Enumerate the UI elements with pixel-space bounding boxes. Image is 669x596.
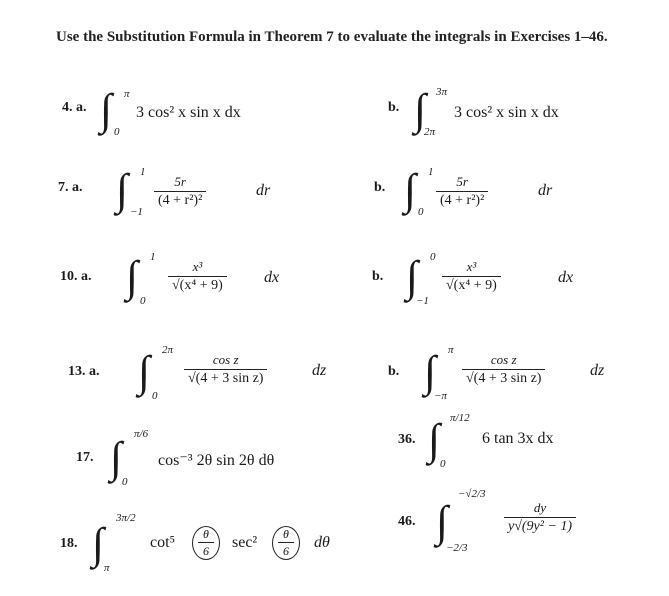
- fraction: [436, 174, 488, 209]
- differential: dr: [538, 182, 553, 199]
- theta-over-six-paren: [272, 526, 300, 560]
- integral-sign: ∫: [100, 85, 113, 134]
- problem-label: 4. a.: [62, 100, 87, 115]
- numerator: 5r: [456, 174, 468, 189]
- numerator: cos z: [212, 352, 239, 367]
- problem-label: 46.: [398, 514, 416, 529]
- denominator: √(4 + 3 sin z): [188, 371, 264, 386]
- theta: θ: [283, 527, 289, 541]
- problem-7b: [374, 160, 634, 224]
- problem-18: [60, 506, 380, 582]
- integral-sign: ∫: [414, 85, 427, 134]
- integrand: 6 tan 3x dx: [482, 430, 554, 447]
- differential: dx: [558, 269, 574, 286]
- fraction: [154, 174, 206, 209]
- denominator: y√(9y² − 1): [508, 519, 573, 534]
- lower-limit: 0: [440, 458, 446, 470]
- problem-label: 7. a.: [58, 180, 83, 195]
- denominator: √(x⁴ + 9): [446, 278, 497, 293]
- lower-limit: −1: [130, 206, 143, 218]
- upper-limit: 3π/2: [116, 512, 136, 524]
- six: 6: [203, 544, 209, 558]
- differential: dr: [256, 182, 271, 199]
- problem-46: [398, 488, 648, 564]
- numerator: x³: [466, 259, 477, 274]
- fraction: [168, 259, 227, 294]
- fraction-bar: [168, 276, 227, 277]
- upper-limit: π/12: [450, 412, 470, 424]
- problem-36: [398, 408, 638, 474]
- problem-label: b.: [372, 269, 384, 284]
- fraction: [184, 352, 267, 387]
- denominator: (4 + r²)²: [440, 193, 485, 208]
- lower-limit: 0: [122, 476, 128, 488]
- integral-sign: ∫: [126, 252, 139, 301]
- problem-label: 36.: [398, 432, 416, 447]
- upper-limit: 3π: [436, 86, 448, 98]
- upper-limit: 1: [150, 251, 156, 263]
- integral-sign: ∫: [404, 165, 417, 214]
- upper-limit: 1: [140, 166, 146, 178]
- problem-label: 13. a.: [68, 364, 100, 379]
- upper-limit: π/6: [134, 428, 149, 440]
- integral-sign: ∫: [406, 252, 419, 301]
- upper-limit: 2π: [162, 344, 174, 356]
- sec-power: sec²: [232, 534, 258, 551]
- problem-10b: [372, 245, 642, 311]
- problem-label: 10. a.: [60, 269, 92, 284]
- lower-limit: 2π: [424, 126, 436, 138]
- problem-label: b.: [388, 100, 400, 115]
- cot-power: cot⁵: [150, 534, 176, 551]
- differential: dθ: [314, 534, 330, 551]
- integral-sign: ∫: [424, 347, 437, 396]
- integral-sign: ∫: [110, 433, 123, 482]
- numerator: cos z: [490, 352, 517, 367]
- lower-limit: −2/3: [446, 542, 468, 554]
- fraction: [504, 500, 576, 535]
- problem-label: 17.: [76, 450, 94, 465]
- numerator: dy: [533, 500, 547, 515]
- fraction-bar: [198, 542, 214, 543]
- fraction-bar: [436, 191, 488, 192]
- integrand: 3 cos² x sin x dx: [136, 104, 241, 121]
- fraction-bar: [504, 517, 576, 518]
- lower-limit: 0: [140, 295, 146, 307]
- lower-limit: −1: [416, 295, 429, 307]
- upper-limit: 0: [430, 251, 436, 263]
- integrand: 3 cos² x sin x dx: [454, 104, 559, 121]
- fraction-bar: [184, 369, 267, 370]
- fraction-bar: [442, 276, 501, 277]
- problem-13b: [388, 340, 658, 406]
- denominator: √(x⁴ + 9): [172, 278, 223, 293]
- denominator: (4 + r²)²: [158, 193, 203, 208]
- numerator: 5r: [174, 174, 186, 189]
- fraction: [442, 259, 501, 294]
- denominator: √(4 + 3 sin z): [466, 371, 542, 386]
- instructions-text: Use the Substitution Formula in Theorem 7 to evaluate the integrals in Exercises 1–46.: [56, 29, 608, 45]
- six: 6: [283, 544, 289, 558]
- differential: dx: [264, 269, 280, 286]
- problem-17: [76, 424, 366, 490]
- differential: dz: [590, 362, 605, 379]
- problem-10a: [60, 245, 330, 311]
- integral-sign: ∫: [428, 415, 441, 464]
- differential: dz: [312, 362, 327, 379]
- problem-label: b.: [388, 364, 400, 379]
- upper-limit: 1: [428, 166, 434, 178]
- lower-limit: 0: [418, 206, 424, 218]
- lower-limit: π: [104, 562, 110, 574]
- integral-sign: ∫: [436, 497, 449, 546]
- upper-limit: π: [124, 88, 130, 100]
- integrand: cos⁻³ 2θ sin 2θ dθ: [158, 452, 275, 469]
- problem-4a: [62, 82, 322, 142]
- fraction-bar: [462, 369, 545, 370]
- problem-label: b.: [374, 180, 386, 195]
- integral-sign: ∫: [138, 347, 151, 396]
- lower-limit: 0: [114, 126, 120, 138]
- problem-7a: [58, 160, 318, 224]
- fraction-bar: [154, 191, 206, 192]
- lower-limit: 0: [152, 390, 158, 402]
- problem-label: 18.: [60, 536, 78, 551]
- theta: θ: [203, 527, 209, 541]
- problem-4b: [388, 82, 648, 142]
- numerator: x³: [192, 259, 203, 274]
- integral-sign: ∫: [116, 165, 129, 214]
- upper-limit: π: [448, 344, 454, 356]
- upper-limit: −√2/3: [458, 488, 486, 500]
- fraction-bar: [278, 542, 294, 543]
- problem-13a: [68, 340, 358, 406]
- fraction: [462, 352, 545, 387]
- theta-over-six-paren: [192, 526, 220, 560]
- lower-limit: −π: [434, 390, 447, 402]
- integral-sign: ∫: [92, 519, 105, 568]
